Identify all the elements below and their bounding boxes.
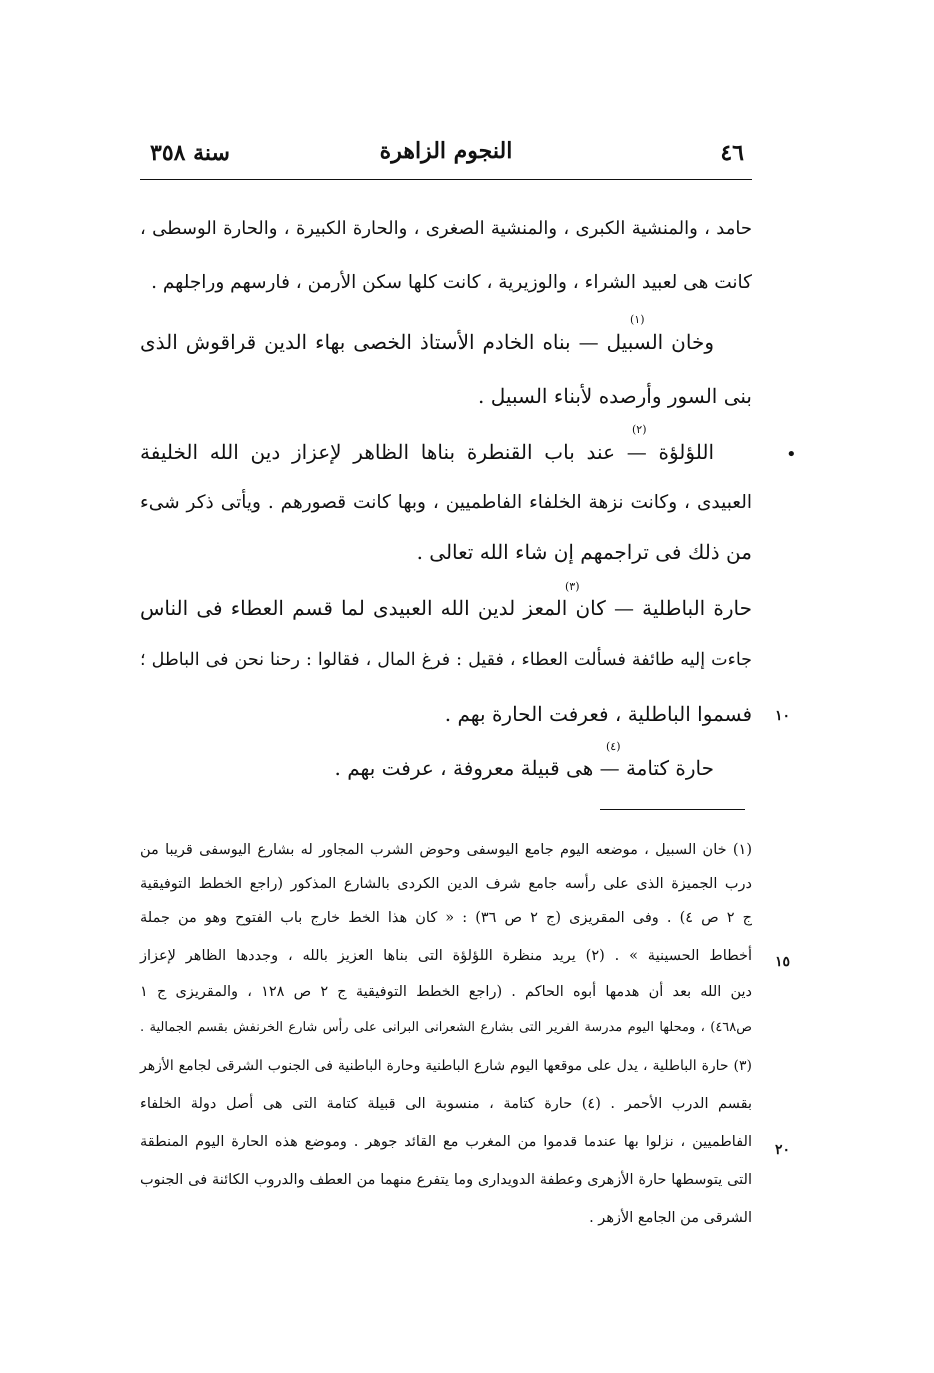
header-rule <box>140 179 752 180</box>
footnote-line: (٣) حارة الباطلية ، يدل على موقعها اليوم شارع الباطنية وحارة الباطنية فى الجنوب الشرقى لجامع الأزهر <box>140 1058 752 1074</box>
body-line: حامد ، والمنشية الكبرى ، والمنشية الصغرى ، والحارة الكبيرة ، والحارة الوسطى ، <box>140 218 752 239</box>
footnote-line: بقسم الدرب الأحمر . (٤) حارة كتامة ، منسوبة الى قبيلة كتامة التى هى أصل دولة الخلفاء <box>140 1096 752 1112</box>
book-title: النجوم الزاهرة <box>379 138 513 164</box>
footnote-line: درب الجميزة الذى على رأسه جامع شرف الدين الكردى بالشارع المذكور (راجع الخطط التوفيقية <box>140 876 752 892</box>
body-line: اللؤلؤة — عند باب القنطرة بناها الظاهر لإعزاز دين الله الخليفة <box>140 440 714 464</box>
footnote-line: الفاطميين ، نزلوا بها عندما قدموا من المغرب مع القائد جوهر . وموضع هذه الحارة اليوم المنطقة <box>140 1134 752 1150</box>
body-line: فسموا الباطلية ، فعرفت الحارة بهم . <box>444 702 752 726</box>
footnote-marker: (٢) <box>632 423 647 436</box>
footnote-line: الشرقى من الجامع الأزهر . <box>589 1210 752 1226</box>
footnote-rule <box>600 809 745 810</box>
footnote-line: أخطاط الحسينية » . (٢) يريد منظرة اللؤلؤة التى بناها العزيز بالله ، وجددها الظاهر لإعزاز <box>140 948 752 964</box>
body-line: حارة كتامة — هى قبيلة معروفة ، عرفت بهم . <box>334 756 714 780</box>
footnote-line: (١) خان السبيل ، موضعه اليوم جامع اليوسفى وحوض الشرب المجاور له بشارع اليوسفى قريبا من <box>140 842 752 858</box>
body-line: جاءت إليه طائفة فسألت العطاء ، فقيل : فرغ المال ، فقالوا : رحنا نحن فى الباطل ؛ <box>140 650 752 670</box>
body-line: كانت هى لعبيد الشراء ، والوزيرية ، كانت كلها سكن الأرمن ، فارسهم وراجلهم . <box>151 272 752 293</box>
body-line: العبيدى ، وكانت نزهة الخلفاء الفاطميين ، وبها كانت قصورهم . ويأتى ذكر شىء <box>140 492 752 513</box>
margin-line-number: ١٠ <box>775 708 791 724</box>
margin-line-number: ١٥ <box>775 954 791 970</box>
footnote-line: ج ٢ ص ٤) . وفى المقريزى (ج ٢ ص ٣٦) : « كان هذا الخط خارج باب الفتوح وهو من جملة <box>140 910 752 926</box>
footnote-line: التى يتوسطها حارة الأزهرى وعطفة الدويدارى وما يتفرع منهما من العطف والدروب الكائنة فى الجنوب <box>140 1172 752 1188</box>
body-line: من ذلك فى تراجمهم إن شاء الله تعالى . <box>416 540 752 564</box>
footnote-marker: (١) <box>630 313 645 326</box>
body-line: حارة الباطلية — كان المعز لدين الله العبيدى لما قسم العطاء فى الناس <box>140 596 752 620</box>
footnote-line: دين الله بعد أن هدمها أبوه الحاكم . (راجع الخطط التوفيقية ج ٢ ص ١٢٨ ، والمقريزى ج ١ <box>140 984 752 1000</box>
footnote-marker: (٤) <box>606 740 621 753</box>
bullet-mark: • <box>786 444 797 465</box>
footnote-marker: (٣) <box>565 580 580 593</box>
year-label: سنة ٣٥٨ <box>150 140 230 166</box>
body-line: وخان السبيل — بناه الخادم الأستاذ الخصى بهاء الدين قراقوش الذى <box>140 330 714 354</box>
margin-line-number: ٢٠ <box>775 1142 791 1158</box>
footnote-line: ص٤٦٨) ، ومحلها اليوم مدرسة الفرير التى بشارع الشعرانى البرانى على رأس شارع الخرنفش بقسم الجمالية . <box>140 1020 752 1035</box>
running-header <box>140 136 752 176</box>
body-line: بنى السور وأرصده لأبناء السبيل . <box>478 384 752 408</box>
page-number: ٤٦ <box>720 140 744 166</box>
